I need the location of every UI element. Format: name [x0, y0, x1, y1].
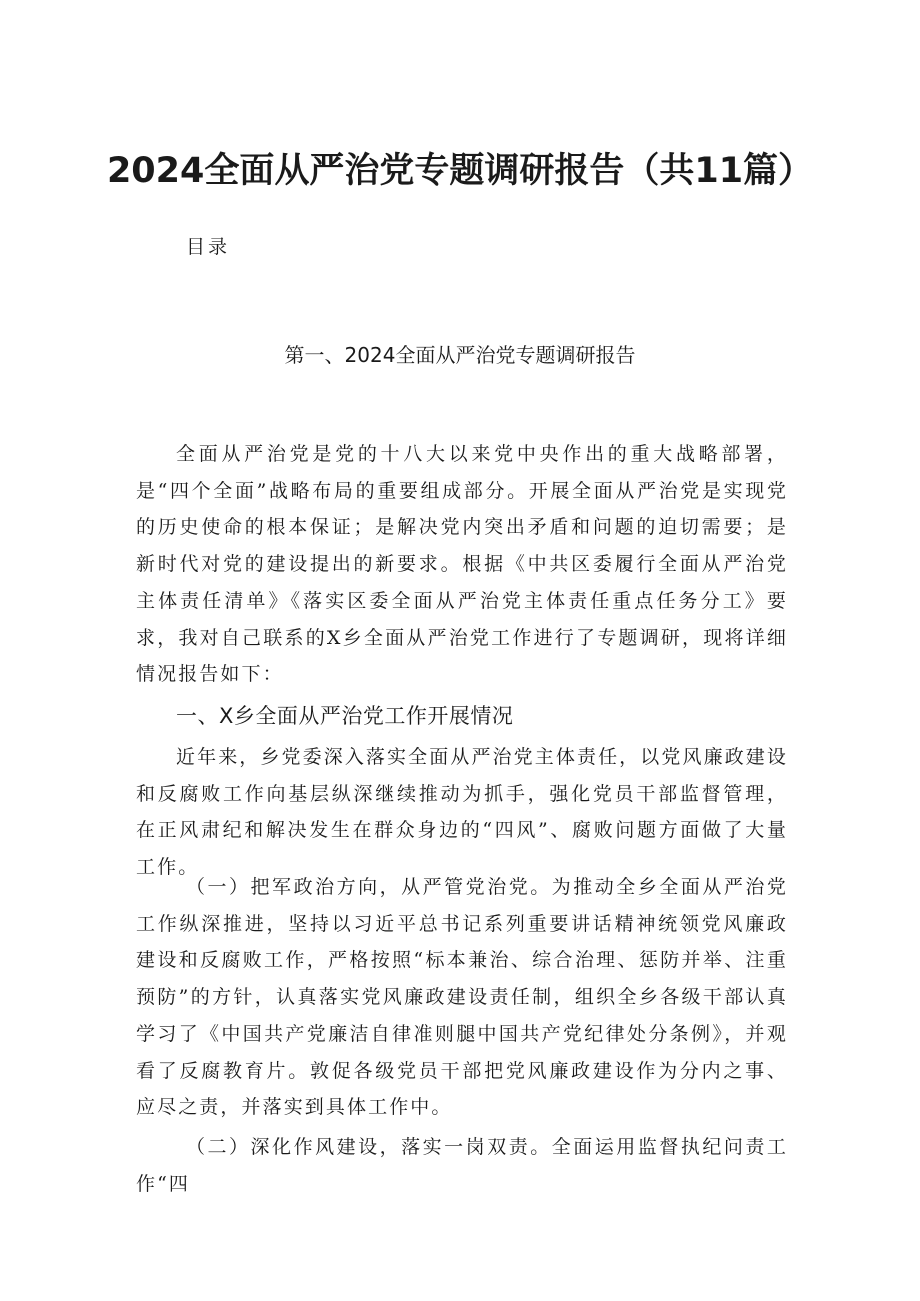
section-heading: 一、X乡全面从严治党工作开展情况: [176, 704, 514, 728]
document-title: 2024全面从严治党专题调研报告（共11篇）: [106, 151, 814, 191]
item-one-paragraph: （一）把军政治方向，从严管党治党。为推动全乡全面从严治党工作纵深推进，坚持以习近平总书记系列重要讲话精神统领党风廉政建设和反腐败工作，严格按照“标本兼治、综合治理、惩防并举、注重预防”的方针，认真落实党风廉政建设责任制，组织全乡各级干部认真学习了《中国共产党廉洁自律准则腿中国共产党纪律处分条例》，并观看了反腐教育片。敦促各级党员干部把党风廉政建设作为分内之事、应尽之责，并落实到具体工作中。: [136, 876, 788, 1119]
toc-label: 目录: [186, 236, 231, 258]
item-two-paragraph: （二）深化作风建设，落实一岗双责。全面运用监督执纪问责工作“四: [136, 1136, 788, 1195]
chapter-heading: 第一、2024全面从严治党专题调研报告: [284, 343, 636, 367]
intro-paragraph: 全面从严治党是党的十八大以来党中央作出的重大战略部署，是“四个全面”战略布局的重要组成部分。开展全面从严治党是实现党的历史使命的根本保证；是解决党内突出矛盾和问题的迫切需要；是新时代对党的建设提出的新要求。根据《中共区委履行全面从严治党主体责任清单》《落实区委全面从严治党主体责任重点任务分工》要求，我对自己联系的X乡全面从严治党工作进行了专题调研，现将详细情况报告如下：: [136, 443, 788, 686]
section-body-paragraph: 近年来，乡党委深入落实全面从严治党主体责任，以党风廉政建设和反腐败工作向基层纵深继续推动为抓手，强化党员干部监督管理，在正风肃纪和解决发生在群众身边的“四风”、腐败问题方面做了大量工作。: [136, 746, 788, 879]
